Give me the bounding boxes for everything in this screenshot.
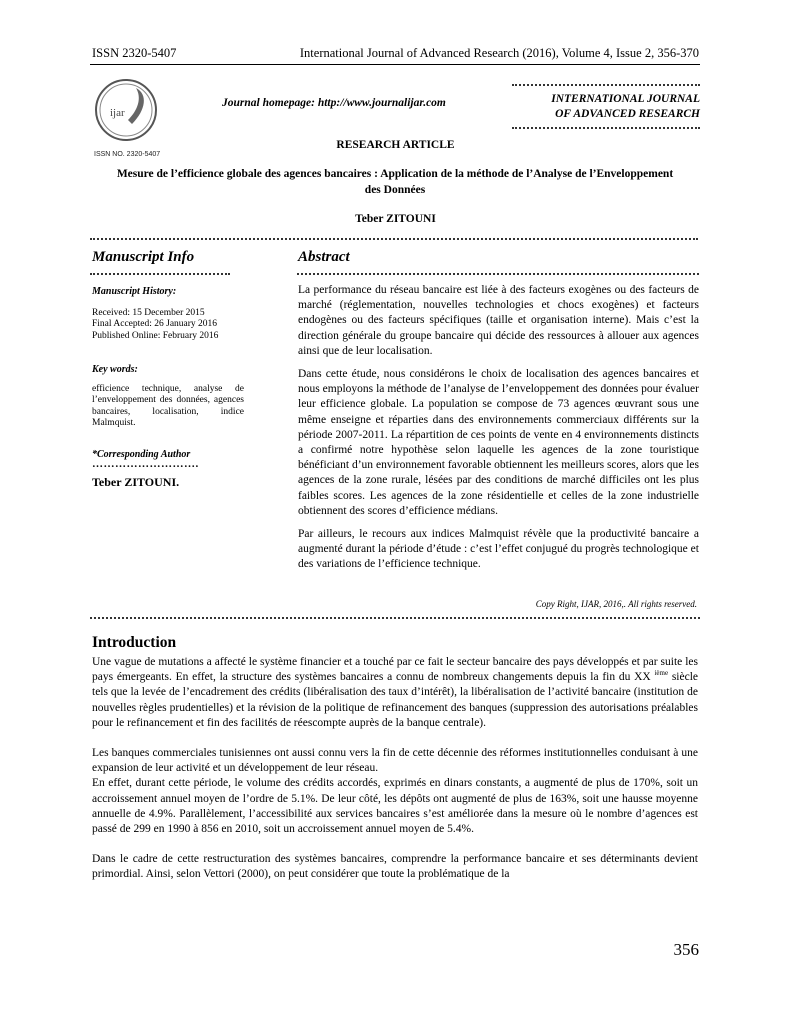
abstract-body [298, 283, 699, 573]
copyright-notice: Copy Right, IJAR, 2016,. All rights reserved. [535, 599, 697, 609]
intro-paragraph-2: Les banques commerciales tunisiennes ont aussi connu vers la fin de cette décennie des réformes institutionnelles conduisant à une expansion de leur activité et un développement de leur réseau. [92, 747, 698, 775]
intro-p1-text-b: siècle tels que la levée de l’encadrement des crédits (libéralisation des taux d’intérêt), la libéralisation de l’activité bancaire (institution de nouvelles règles prudentielles) et la révision de la politique de refinancement des banques (suppression des autorisations préalables pour le refinancement et fin des facilités de réescompte auprès de la banque centrale). [92, 671, 698, 729]
keywords-block [92, 364, 244, 430]
header-rule [90, 64, 700, 65]
keywords-label: Key words: [92, 364, 138, 375]
intro-paragraph-3: En effet, durant cette période, le volume des crédits accordés, exprimés en dinars constants, a augmenté de plus de 170%, soit un accroissement annuel moyen de l’ordre de 5.1%. De leur côté, les dépôts ont augmenté de plus de 163%, soit une hausse moyenne annuelle de 4.9%. Parallèlement, l’accessibilité aux services bancaires s’est améliorée dans la mesure où le nombre d’agences est passé de 299 en 1990 à 856 en 2010, soit un accroissement annuel moyen de 5.4%. [92, 777, 698, 836]
journal-name [512, 86, 700, 127]
article-title: Mesure de l’efficience globale des agences bancaires : Application de la méthode de l’Analyse de l’Enveloppement des Données [116, 168, 674, 196]
keywords-text: efficience technique, analyse de l’enveloppement des données, agences bancaires, localisation, indice Malmquist. [92, 383, 244, 428]
received-date: Received: 15 December 2015 [92, 307, 205, 318]
abstract-paragraph-2: Dans cette étude, nous considérons le choix de localisation des agences bancaires et nous employons la méthode de l’analyse de l’enveloppement des données pour évaluer leur efficience globale. La population se compose de 73 agences œuvrant sous une même enseigne et réparties dans des environnements commerciaux différents sur la période 2007-2011. La répartition de ces points de vente en 4 environnements distincts a confirmé notre hypothèse selon laquelle les agences de la zone touristique bénéficiant d’un environnement favorable obtiennent les meilleurs scores, alors que les agences de la zone rurale, lésées par des conditions de marché difficiles ont les plus faibles scores. Les agences de la zone résidentielle et celles de la zone industrielle obtiennent des scores d’efficience médians. [298, 368, 699, 517]
separator-bottom [90, 617, 700, 619]
abstract-paragraph-1: La performance du réseau bancaire est liée à des facteurs exogènes ou des facteurs de marché (réglementation, nouvelles technologies et chocs exogènes) et facteurs endogènes ou des facteurs spécifiques (taille et organisation interne). Mais c’est la direction générale du groupe bancaire qui décide des ressources à allouer aux agences ainsi que de leur localisation. [298, 284, 699, 357]
manuscript-history [92, 286, 244, 342]
page-number: 356 [673, 940, 699, 959]
intro-paragraph-1 [92, 655, 698, 731]
logo-issn: ISSN NO. 2320-5407 [94, 151, 161, 158]
abstract-heading: Abstract [298, 249, 350, 265]
abstract-paragraph-3: Par ailleurs, le recours aux indices Malmquist révèle que la productivité bancaire a augmenté durant la période d’étude : c’est l’effet conjugué du progrès technologique et des variations de l’efficience technique. [298, 528, 699, 571]
intro-p1-superscript: ième [654, 669, 669, 678]
separator-top [90, 238, 698, 240]
intro-p1-text-a: Une vague de mutations a affecté le système financier et a touché par ce fait le secteur bancaire des pays développés et par suite les pays émergeants. En effet, la structure des systèmes bancaires a connu de nombreux changements depuis la fin du XX [92, 656, 698, 684]
accepted-date: Final Accepted: 26 January 2016 [92, 319, 218, 329]
corresponding-author-label: *Corresponding Author [92, 449, 191, 460]
logo-text: ijar [110, 107, 125, 119]
journal-name-bottom-dots [512, 127, 700, 129]
published-date: Published Online: February 2016 [92, 330, 219, 341]
journal-name-box [512, 84, 700, 129]
corresponding-author-name: Teber ZITOUNI. [92, 475, 180, 489]
manuscript-history-label: Manuscript History: [92, 286, 177, 297]
header-journal-citation: International Journal of Advanced Research (2016), Volume 4, Issue 2, 356-370 [299, 46, 699, 60]
corresponding-author-dots: ………………………. [92, 458, 199, 470]
article-type: RESEARCH ARTICLE [336, 139, 455, 151]
manuscript-info-rule [90, 273, 230, 275]
author-name: Teber ZITOUNI [355, 213, 436, 225]
introduction-heading: Introduction [92, 634, 177, 651]
manuscript-info-heading: Manuscript Info [92, 249, 195, 265]
intro-paragraph-4: Dans le cadre de cette restructuration des systèmes bancaires, comprendre la performance bancaire et ses déterminants devient primordial. Ainsi, selon Vettori (2000), on peut considérer que toute la problématique de la [92, 853, 698, 881]
journal-name-line1: INTERNATIONAL JOURNAL [551, 93, 700, 105]
abstract-rule [297, 273, 699, 275]
header-issn: ISSN 2320-5407 [92, 46, 177, 60]
journal-name-line2: OF ADVANCED RESEARCH [555, 108, 700, 120]
introduction-body [92, 655, 698, 883]
journal-homepage[interactable]: Journal homepage: http://www.journalijar.com [222, 97, 446, 109]
